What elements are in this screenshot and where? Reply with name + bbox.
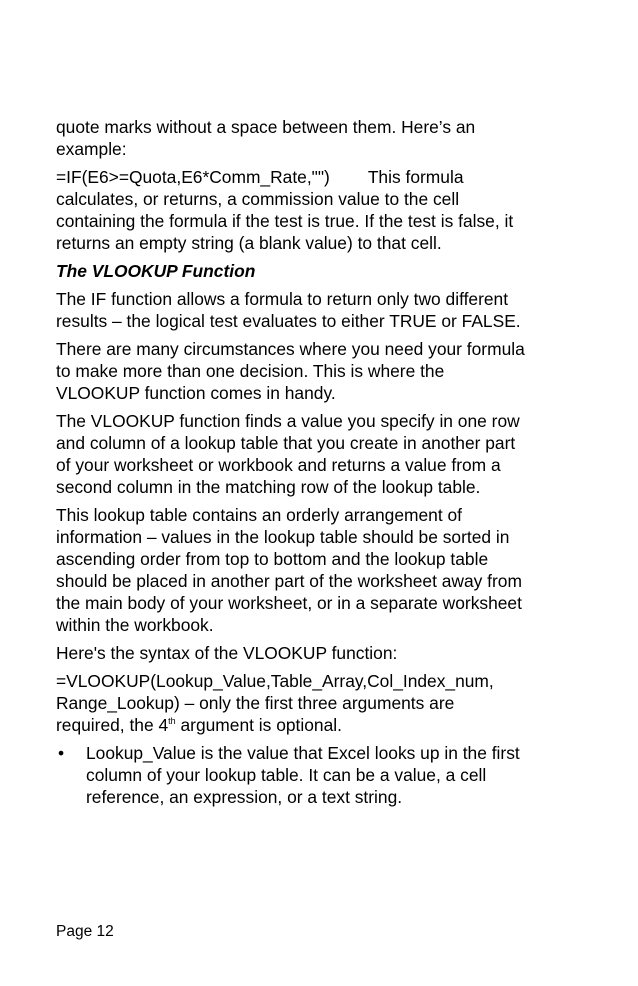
text-line: reference, an expression, or a text string.	[86, 787, 403, 807]
text-line	[56, 166, 586, 188]
text-line: to make more than one decision. This is where the	[56, 361, 445, 381]
section-heading: The VLOOKUP Function	[56, 261, 256, 281]
text-line: ascending order from top to bottom and the lookup table	[56, 549, 489, 569]
syntax-line: =VLOOKUP(Lookup_Value,Table_Array,Col_Index_num,	[56, 671, 494, 691]
page-content	[56, 116, 586, 808]
syntax-line: Range_Lookup) – only the first three arguments are	[56, 693, 455, 713]
text-line: There are many circumstances where you need your formula	[56, 339, 525, 359]
text-line: The VLOOKUP function finds a value you specify in one row	[56, 411, 520, 431]
text-line: and column of a lookup table that you create in another part	[56, 433, 516, 453]
text-line: The IF function allows a formula to return only two different	[56, 289, 509, 309]
paragraph-lookup-table	[56, 504, 586, 636]
paragraph-syntax	[56, 670, 586, 736]
text-line: second column in the matching row of the lookup table.	[56, 477, 481, 497]
formula-text: =IF(E6>=Quota,E6*Comm_Rate,"")	[56, 167, 330, 187]
text-line: Lookup_Value is the value that Excel looks up in the first	[86, 743, 520, 763]
syntax-line: required, the 4th argument is optional.	[56, 715, 342, 735]
text-line: should be placed in another part of the worksheet away from	[56, 571, 522, 591]
text-line: calculates, or returns, a commission value to the cell	[56, 189, 460, 209]
paragraph-syntax-intro: Here's the syntax of the VLOOKUP function:	[56, 643, 398, 663]
text-line: information – values in the lookup table should be sorted in	[56, 527, 510, 547]
paragraph-if-limits	[56, 288, 586, 332]
text-line: returns an empty string (a blank value) to that cell.	[56, 233, 442, 253]
text-line: quote marks without a space between them. Here’s an	[56, 117, 476, 137]
paragraph-circumstances	[56, 338, 586, 404]
page-number: Page 12	[56, 923, 114, 940]
formula-description-start: This formula	[367, 167, 464, 187]
text-line: the main body of your worksheet, or in a separate worksheet	[56, 593, 522, 613]
paragraph-if-example	[56, 166, 586, 254]
text-line: example:	[56, 139, 127, 159]
bullet-icon: •	[58, 743, 65, 763]
text-line: containing the formula if the test is true. If the test is false, it	[56, 211, 514, 231]
text-line: VLOOKUP function comes in handy.	[56, 383, 336, 403]
text-line: This lookup table contains an orderly arrangement of	[56, 505, 463, 525]
paragraph-vlookup-description	[56, 410, 586, 498]
bullet-item-lookup-value	[56, 742, 586, 808]
paragraph-intro	[56, 116, 586, 160]
text-line: results – the logical test evaluates to either TRUE or FALSE.	[56, 311, 521, 331]
text-line: column of your lookup table. It can be a value, a cell	[86, 765, 487, 785]
text-line: of your worksheet or workbook and returns a value from a	[56, 455, 501, 475]
superscript: th	[168, 716, 176, 726]
text-line: within the workbook.	[56, 615, 214, 635]
